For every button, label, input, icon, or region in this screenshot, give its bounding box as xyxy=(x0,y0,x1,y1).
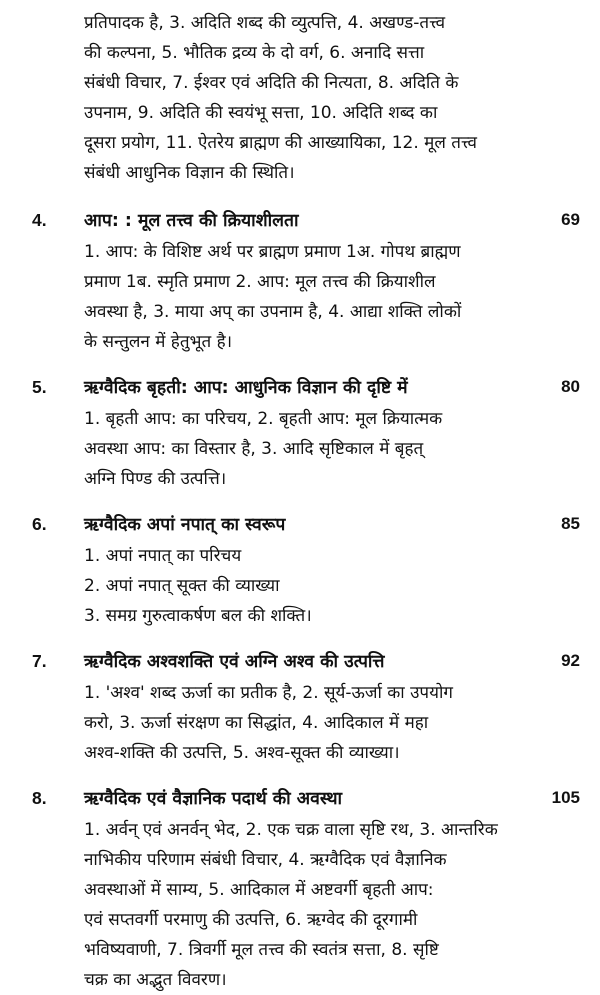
continued-entry-text xyxy=(84,8,580,188)
text-line: चक्र का अद्भुत विवरण। xyxy=(84,970,227,990)
chapter-title: ऋग्वैदिक एवं वैज्ञानिक पदार्थ की अवस्था xyxy=(84,789,343,809)
text-line: प्रतिपादक है, 3. अदिति शब्द की व्युत्पत्ति, 4. अखण्ड-तत्त्व xyxy=(84,13,446,33)
text-line: 2. अपां नपात् सूक्त की व्याख्या xyxy=(84,576,280,596)
chapter-number: 8. xyxy=(32,788,47,808)
text-line: नाभिकीय परिणाम संबंधी विचार, 4. ऋग्वैदिक एवं वैज्ञानिक xyxy=(84,850,447,870)
text-line: 1. 'अश्व' शब्द ऊर्जा का प्रतीक है, 2. सूर्य-ऊर्जा का उपयोग xyxy=(84,683,453,703)
page-number: 85 xyxy=(561,514,580,533)
entry-heading xyxy=(32,371,580,404)
page-number: 105 xyxy=(551,788,580,807)
chapter-title: ऋग्वैदिक अपां नपात् का स्वरूप xyxy=(84,515,286,535)
page-number: 92 xyxy=(561,651,580,670)
text-line: करो, 3. ऊर्जा संरक्षण का सिद्धांत, 4. आदिकाल में महा xyxy=(84,713,429,733)
entry-subtopics xyxy=(84,678,580,768)
entry-heading xyxy=(32,204,580,237)
page-number: 80 xyxy=(561,377,580,396)
chapter-number: 5. xyxy=(32,377,47,397)
chapter-title: आप: : मूल तत्त्व की क्रियाशीलता xyxy=(84,211,299,231)
contents-entry xyxy=(32,645,580,768)
text-line: प्रमाण 1ब. स्मृति प्रमाण 2. आप: मूल तत्त्व की क्रियाशील xyxy=(84,272,436,292)
entry-subtopics xyxy=(84,237,580,357)
chapter-number: 7. xyxy=(32,651,47,671)
text-line: अश्व-शक्ति की उत्पत्ति, 5. अश्व-सूक्त की व्याख्या। xyxy=(84,743,400,763)
entry-subtopics xyxy=(84,815,580,995)
text-line: की कल्पना, 5. भौतिक द्रव्य के दो वर्ग, 6. अनादि सत्ता xyxy=(84,43,425,63)
page-number: 69 xyxy=(561,210,580,229)
entry-heading xyxy=(32,508,580,541)
chapter-title: ऋग्वैदिक अश्वशक्ति एवं अग्नि अश्व की उत्पत्ति xyxy=(84,652,385,672)
contents-entry xyxy=(32,782,580,995)
contents-entry xyxy=(32,371,580,494)
text-line: 1. अपां नपात् का परिचय xyxy=(84,546,242,566)
entry-subtopics xyxy=(84,541,580,631)
text-line: दूसरा प्रयोग, 11. ऐतरेय ब्राह्मण की आख्यायिका, 12. मूल तत्त्व xyxy=(84,133,477,153)
text-line: अवस्था है, 3. माया अप् का उपनाम है, 4. आद्या शक्ति लोकों xyxy=(84,302,462,322)
text-line: 1. आप: के विशिष्ट अर्थ पर ब्राह्मण प्रमाण 1अ. गोपथ ब्राह्मण xyxy=(84,242,461,262)
text-line: 1. बृहती आप: का परिचय, 2. बृहती आप: मूल क्रियात्मक xyxy=(84,409,443,429)
chapter-number: 6. xyxy=(32,514,47,534)
text-line: संबंधी आधुनिक विज्ञान की स्थिति। xyxy=(84,163,295,183)
chapter-title: ऋग्वैदिक बृहती: आप: आधुनिक विज्ञान की दृष्टि में xyxy=(84,378,408,398)
entry-heading xyxy=(32,645,580,678)
text-line: अवस्थाओं में साम्य, 5. आदिकाल में अष्टवर्गी बृहती आप: xyxy=(84,880,434,900)
text-line: 3. समग्र गुरुत्वाकर्षण बल की शक्ति। xyxy=(84,606,312,626)
text-line: अग्नि पिण्ड की उत्पत्ति। xyxy=(84,469,227,489)
chapter-number: 4. xyxy=(32,210,47,230)
entry-subtopics xyxy=(84,404,580,494)
text-line: उपनाम, 9. अदिति की स्वयंभू सत्ता, 10. अदिति शब्द का xyxy=(84,103,438,123)
contents-entry xyxy=(32,204,580,357)
entry-heading xyxy=(32,782,580,815)
text-line: भविष्यवाणी, 7. त्रिवर्गी मूल तत्त्व की स्वतंत्र सत्ता, 8. सृष्टि xyxy=(84,940,439,960)
contents-entry xyxy=(32,508,580,631)
text-line: अवस्था आप: का विस्तार है, 3. आदि सृष्टिकाल में बृहत् xyxy=(84,439,424,459)
text-line: के सन्तुलन में हेतुभूत है। xyxy=(84,332,233,352)
text-line: एवं सप्तवर्गी परमाणु की उत्पत्ति, 6. ऋग्वेद की दूरगामी xyxy=(84,910,418,930)
text-line: संबंधी विचार, 7. ईश्वर एवं अदिति की नित्यता, 8. अदिति के xyxy=(84,73,459,93)
text-line: 1. अर्वन् एवं अनर्वन् भेद, 2. एक चक्र वाला सृष्टि रथ, 3. आन्तरिक xyxy=(84,820,498,840)
